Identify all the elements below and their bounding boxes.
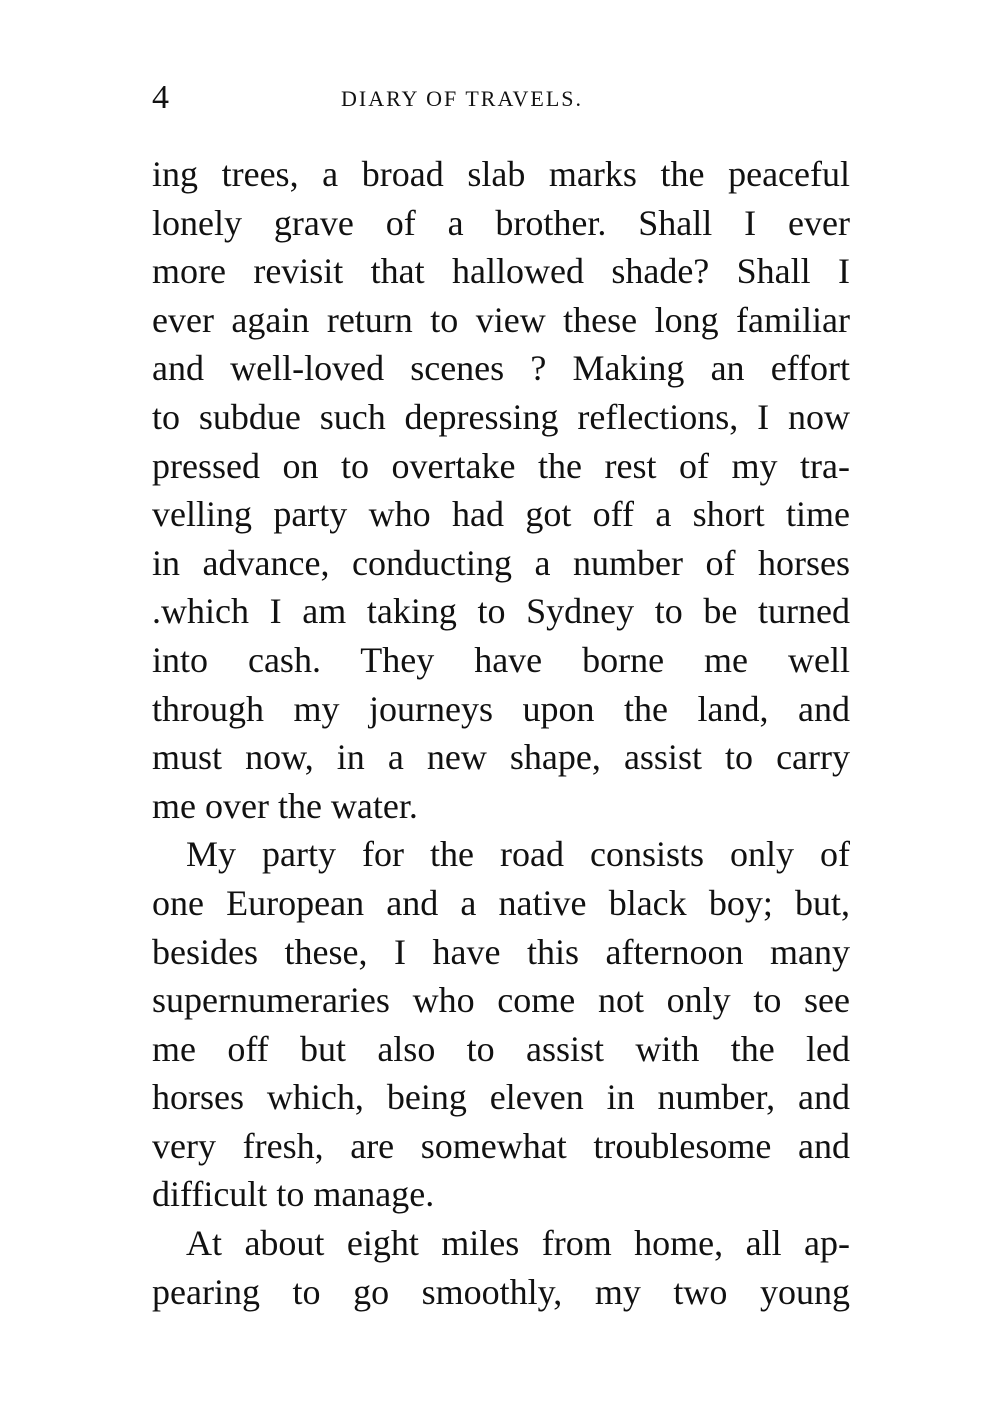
text-line: difficult to manage. <box>152 1174 435 1215</box>
text-line: me off but also to assist with the led <box>152 1028 850 1069</box>
text-line: pearing to go smoothly, my two young <box>152 1271 850 1312</box>
text-line: At about eight miles from home, all ap- <box>186 1223 850 1264</box>
text-line: very fresh, are somewhat troublesome and <box>152 1125 850 1166</box>
text-line: .which I am taking to Sydney to be turned <box>152 591 850 632</box>
text-line: pressed on to overtake the rest of my tra- <box>152 445 850 486</box>
text-line: My party for the road consists only of <box>186 834 850 875</box>
text-line: supernumeraries who come not only to see <box>152 980 850 1021</box>
text-line: velling party who had got off a short time <box>152 494 850 535</box>
text-line: ing trees, a broad slab marks the peaceful <box>152 154 850 194</box>
text-line: through my journeys upon the land, and <box>152 688 850 729</box>
text-line: to subdue such depressing reflections, I now <box>152 396 850 437</box>
body-text <box>152 150 850 1316</box>
running-head: DIARY OF TRAVELS. <box>341 86 584 111</box>
text-line: ever again return to view these long familiar <box>152 299 850 340</box>
text-line: horses which, being eleven in number, and <box>152 1077 850 1118</box>
text-line: me over the water. <box>152 785 418 826</box>
page-header <box>152 78 852 118</box>
text-line: and well-loved scenes ? Making an effort <box>152 348 850 389</box>
text-line: must now, in a new shape, assist to carry <box>152 737 850 778</box>
text-line: into cash. They have borne me well <box>152 639 850 680</box>
page-number: 4 <box>152 79 169 116</box>
text-line: besides these, I have this afternoon many <box>152 931 850 972</box>
text-line: in advance, conducting a number of horses <box>152 542 850 583</box>
text-line: one European and a native black boy; but, <box>152 882 850 923</box>
text-line: lonely grave of a brother. Shall I ever <box>152 202 850 243</box>
text-line: more revisit that hallowed shade? Shall I <box>152 251 850 292</box>
